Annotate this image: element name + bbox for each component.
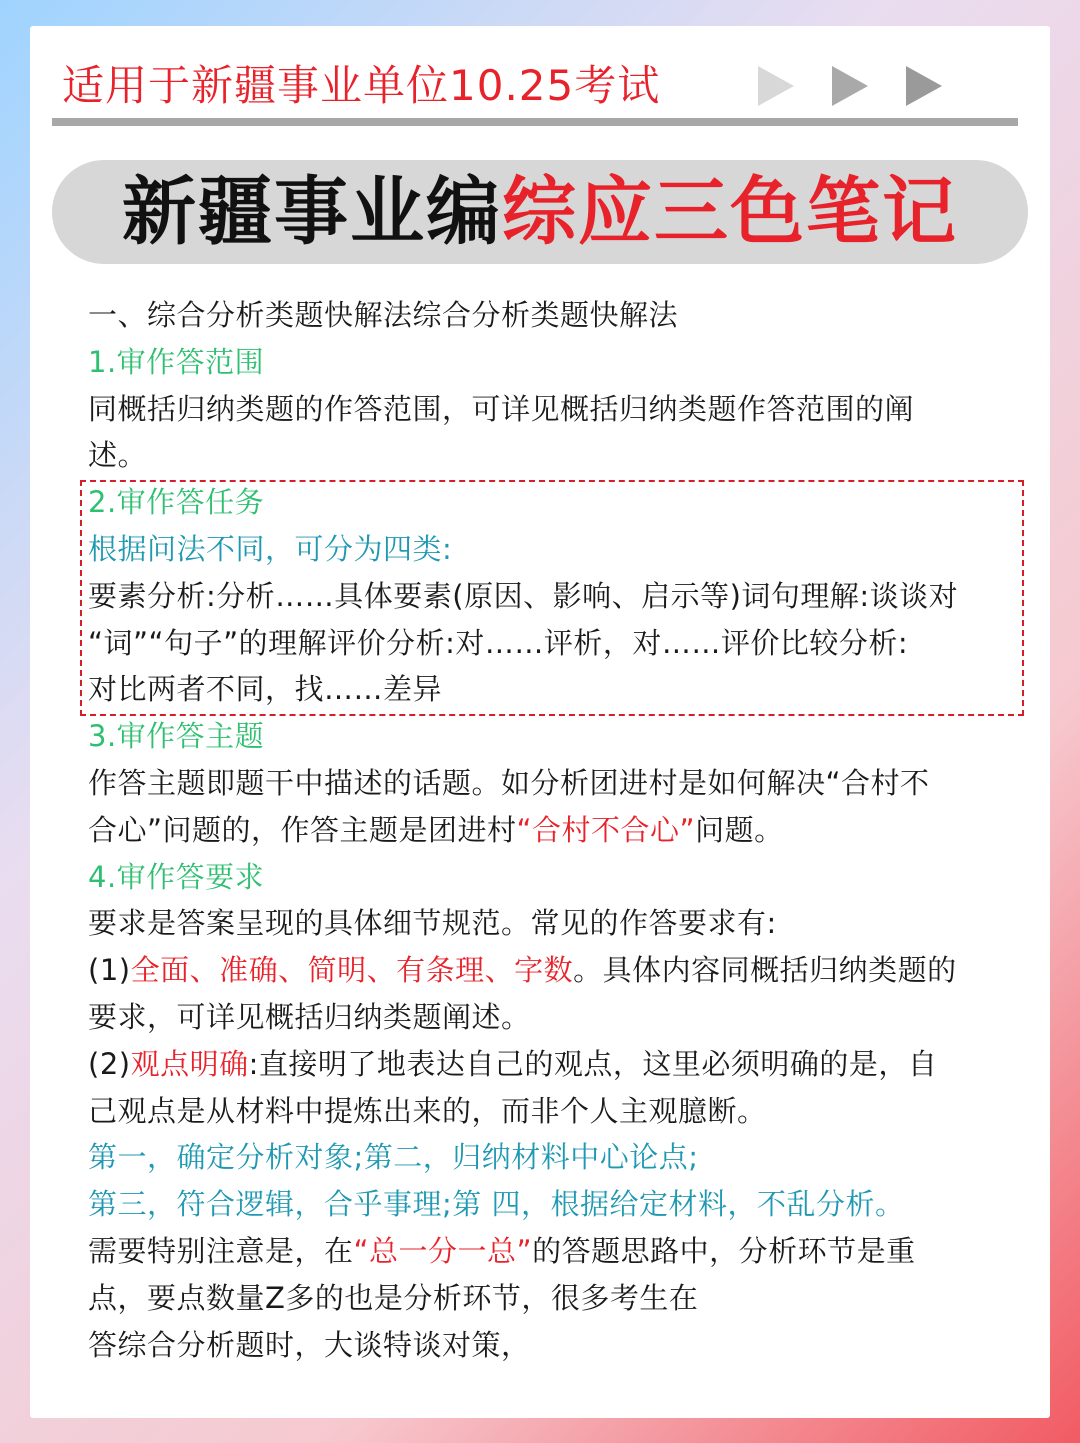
play-arrow-icon: [758, 66, 794, 106]
requirement-text: 。具体内容同概括归纳类题的: [573, 953, 957, 988]
section-3-text: [88, 807, 1028, 854]
banner-title-black: 新疆事业编: [122, 169, 502, 255]
section-2-heading: 2.审作答任务: [88, 485, 265, 520]
requirement-number: (1): [88, 953, 131, 988]
section-4-heading: 4.审作答要求: [88, 859, 265, 894]
note-text-part: 的答题思路中，分析环节是重: [532, 1233, 916, 1268]
main-title-banner: [52, 160, 1028, 264]
exam-applicability-title: 适用于新疆事业单位10.25考试: [62, 61, 661, 110]
requirement-1: [88, 947, 1028, 994]
section-3-text: 作答主题即题干中描述的话题。如分析团进村是如何解决“合村不: [88, 765, 930, 800]
section-2-subheading: 根据问法不同，可分为四类:: [88, 531, 453, 566]
section-1-text: 同概括归纳类题的作答范围，可详见概括归纳类题作答范围的阐: [88, 391, 915, 426]
play-arrow-icon: [906, 66, 942, 106]
requirement-number: (2): [88, 1046, 131, 1081]
note-text-part: 需要特别注意是，在: [88, 1233, 354, 1268]
analysis-steps: 第一，确定分析对象;第二，归纳材料中心论点;: [88, 1140, 699, 1175]
section-3-heading: 3.审作答主题: [88, 719, 265, 754]
section-1-text: 述。: [88, 438, 148, 473]
section-3-text-part: 问题。: [695, 812, 784, 847]
section-2-text: “词”“句子”的理解评价分析:对……评析，对……评价比较分析:: [88, 625, 909, 660]
note-text: 点，要点数量Z多的也是分析环节，很多考生在: [88, 1280, 699, 1315]
requirement-1-cont: 要求，可详见概括归纳类题阐述。: [88, 999, 531, 1034]
requirement-highlight: 全面、准确、简明、有条理、字数: [130, 953, 574, 988]
requirement-2: [88, 1041, 1028, 1088]
intro-heading: 一、综合分析类题快解法综合分析类题快解法: [88, 298, 679, 332]
section-2-text: 要素分析:分析……具体要素(原因、影响、启示等)词句理解:谈谈对: [88, 578, 959, 613]
play-arrow-icon: [832, 66, 868, 106]
notes-body: [88, 292, 1028, 1368]
section-3-text-part: 合心”问题的，作答主题是团进村: [88, 812, 517, 847]
banner-title-red: 综应三色笔记: [502, 169, 958, 255]
header-divider: [52, 118, 1018, 126]
requirement-2-cont: 己观点是从材料中提炼出来的，而非个人主观臆断。: [88, 1093, 767, 1128]
section-2-text: 对比两者不同，找……差异: [88, 672, 443, 707]
note-text: [88, 1228, 1028, 1275]
section-4-text: 要求是答案呈现的具体细节规范。常见的作答要求有:: [88, 906, 777, 941]
note-text: 答综合分析题时，大谈特谈对策，: [88, 1327, 531, 1362]
requirement-highlight: 观点明确: [130, 1046, 249, 1081]
requirement-text: :直接明了地表达自己的观点，这里必须明确的是，自: [248, 1046, 938, 1081]
analysis-steps: 第三，符合逻辑，合乎事理;第 四，根据给定材料，不乱分析。: [88, 1187, 905, 1222]
highlight-quote: “合村不合心”: [516, 812, 696, 847]
section-1-heading: 1.审作答范围: [88, 344, 265, 379]
highlight-quote: “总一分一总”: [353, 1233, 533, 1268]
